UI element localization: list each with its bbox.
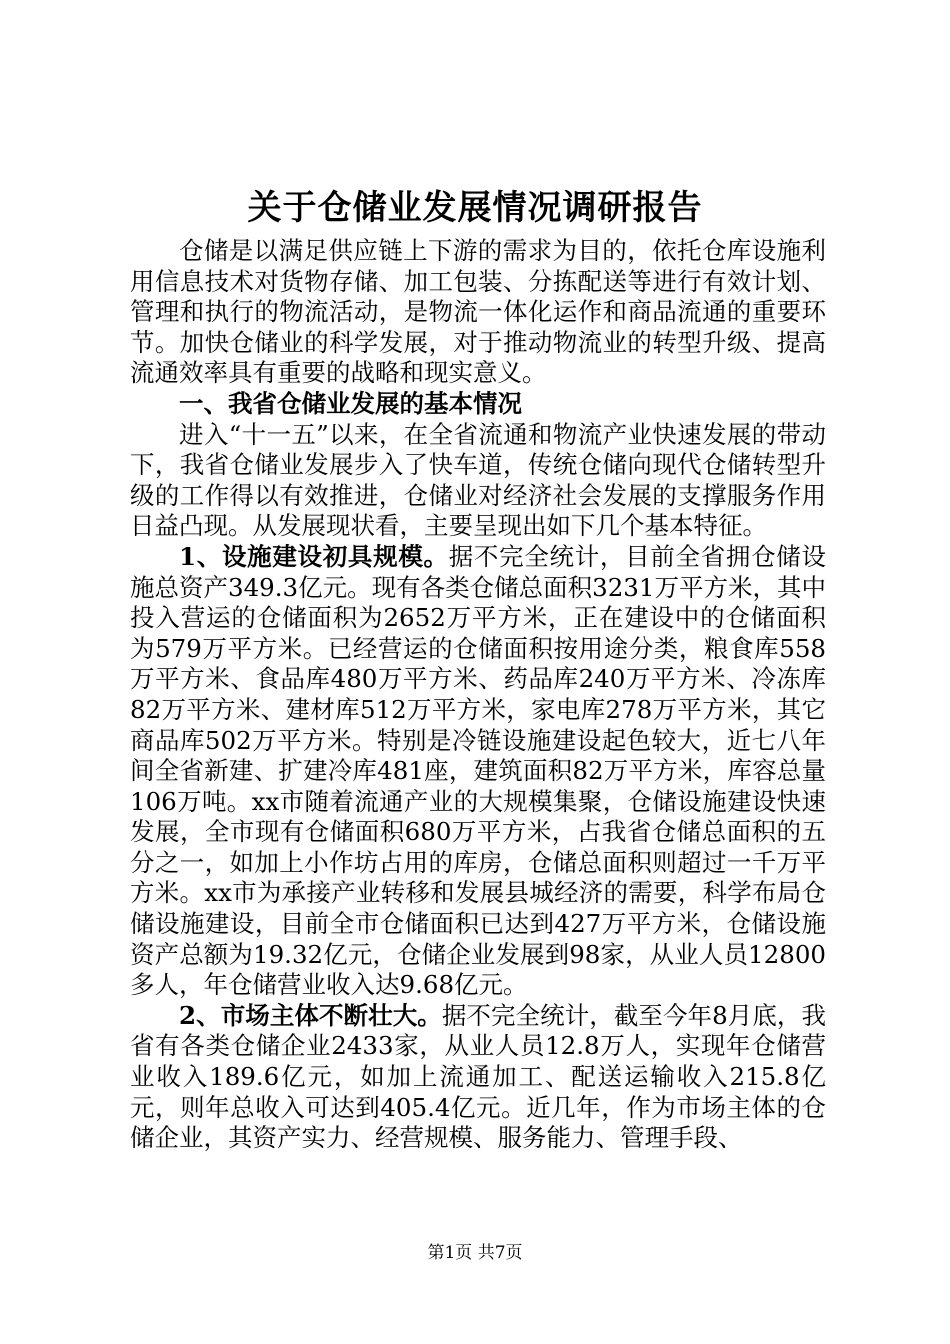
item-1-lead: 1、设施建设初具规模。	[179, 541, 449, 571]
page-footer: 第1页 共7页	[427, 1243, 523, 1263]
section-intro-paragraph: 进入“十一五”以来，在全省流通和物流产业快速发展的带动下，我省仓储业发展步入了快车道，传统仓储向现代仓储转型升级的工作得以有效推进，仓储业对经济社会发展的支撑服务作用日益凸现。从发展现状看，主要呈现出如下几个基本特征。	[130, 419, 826, 541]
document-body	[130, 236, 826, 1154]
item-1-text: 据不完全统计，目前全省拥仓储设施总资产349.3亿元。现有各类仓储总面积3231万平方米，其中投入营运的仓储面积为2652万平方米，正在建设中的仓储面积为579万平方米。已经营运的仓储面积按用途分类，粮食库558万平方米、食品库480万平方米、药品库240万平方米、冷冻库82万平方米、建材库512万平方米，家电库278万平方米，其它商品库502万平方米。特别是冷链设施建设起色较大，近七八年间全省新建、扩建冷库481座，建筑面积82万平方米，库容总量106万吨。xx市随着流通产业的大规模集聚，仓储设施建设快速发展，全市现有仓储面积680万平方米，占我省仓储总面积的五分之一，如加上小作坊占用的库房，仓储总面积则超过一千万平方米。xx市为承接产业转移和发展县城经济的需要，科学布局仓储设施建设，目前全市仓储面积已达到427万平方米，仓储设施资产总额为19.32亿元，仓储企业发展到98家，从业人员12800多人，年仓储营业收入达9.68亿元。	[130, 541, 827, 1000]
intro-paragraph: 仓储是以满足供应链上下游的需求为目的，依托仓库设施利用信息技术对货物存储、加工包装、分拣配送等进行有效计划、管理和执行的物流活动，是物流一体化运作和商品流通的重要环节。加快仓储业的科学发展，对于推动物流业的转型升级、提高流通效率具有重要的战略和现实意义。	[130, 236, 826, 388]
item-1-paragraph	[130, 542, 826, 1001]
item-2-lead: 2、市场主体不断壮大。	[179, 1000, 442, 1030]
item-2-text: 据不完全统计，截至今年8月底，我省有各类仓储企业2433家，从业人员12.8万人，实现年仓储营业收入189.6亿元，如加上流通加工、配送运输收入215.8亿元，则年总收入可达到405.4亿元。近几年，作为市场主体的仓储企业，其资产实力、经营规模、服务能力、管理手段、	[130, 1000, 827, 1153]
document-title: 关于仓储业发展情况调研报告	[247, 188, 703, 228]
section-heading: 一、我省仓储业发展的基本情况	[179, 388, 522, 418]
item-2-paragraph	[130, 1001, 826, 1154]
